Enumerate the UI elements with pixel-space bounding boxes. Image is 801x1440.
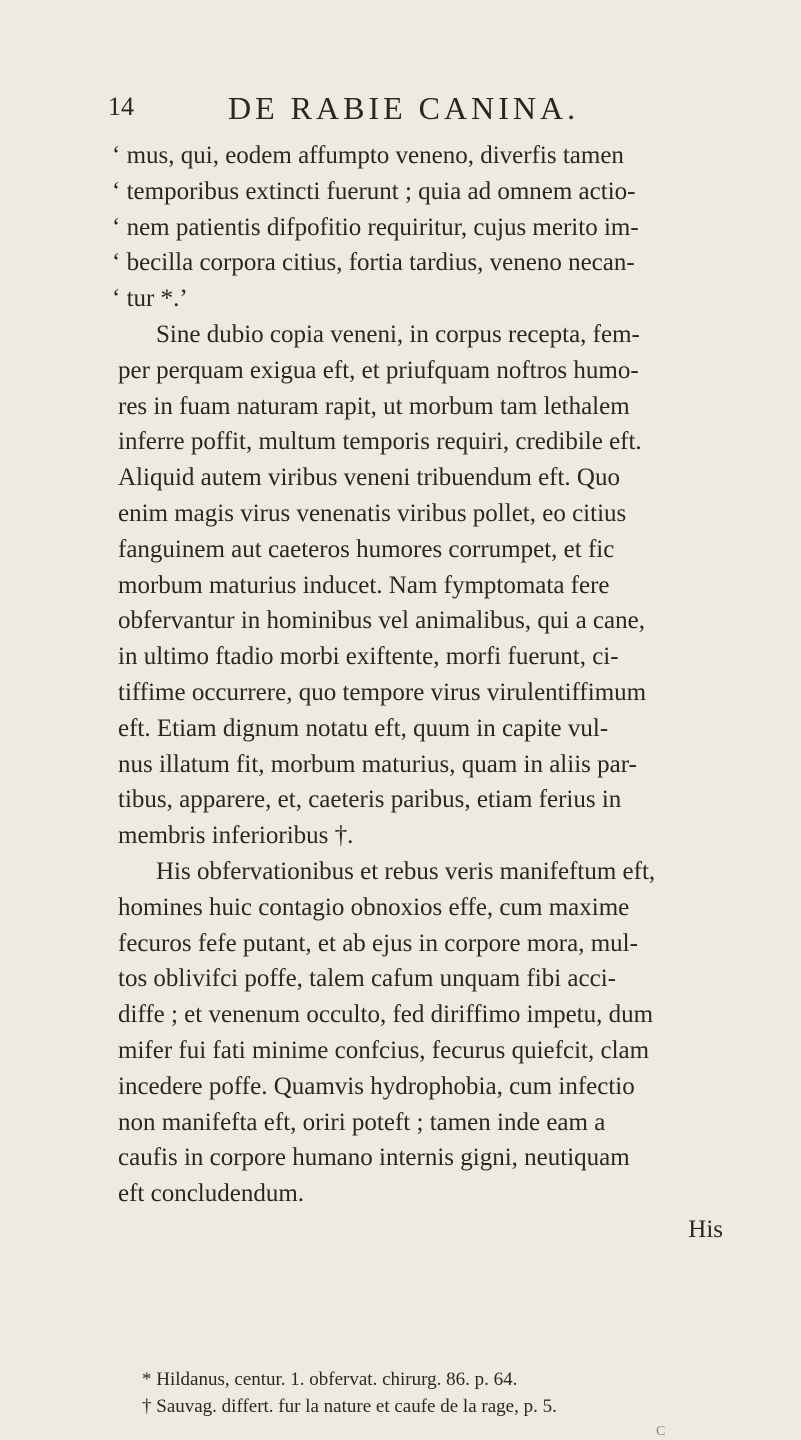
footnotes — [142, 1366, 722, 1420]
text-line: obfervantur in hominibus vel animalibus, qui a cane, — [118, 607, 645, 635]
text-line: enim magis virus venenatis viribus pollet, eo citius — [118, 499, 627, 527]
text-line: eft. Etiam dignum notatu eft, quum in capite vul- — [118, 714, 609, 742]
text-line: nus illatum fit, morbum maturius, quam in aliis par- — [118, 750, 637, 778]
body-text — [108, 138, 723, 1248]
text-line: mifer fui fati minime confcius, fecurus quiefcit, clam — [118, 1036, 650, 1064]
text-line: incedere poffe. Quamvis hydrophobia, cum infectio — [118, 1072, 635, 1100]
text-line: diffe ; et venenum occulto, fed diriffimo impetu, dum — [118, 1001, 654, 1029]
running-head: DE RABIE CANINA. — [228, 90, 580, 126]
text-line: fecuros fefe putant, et ab ejus in corpore mora, mul- — [118, 929, 638, 957]
page-number: 14 — [108, 92, 134, 121]
text-line: ‘ nem patientis difpofitio requiritur, cujus merito im- — [112, 213, 639, 241]
text-line: tiffime occurrere, quo tempore virus virulentiffimum — [118, 678, 647, 706]
text-line: ‘ tur *.’ — [112, 285, 188, 313]
text-line: homines huic contagio obnoxios effe, cum maxime — [118, 893, 630, 921]
text-line: in ultimo ftadio morbi exiftente, morfi fuerunt, ci- — [118, 643, 619, 671]
text-line: non manifefta eft, oriri poteft ; tamen inde eam a — [118, 1108, 606, 1136]
catchword: His — [688, 1215, 723, 1243]
text-line: His obfervationibus et rebus veris manifeftum eft, — [156, 857, 656, 885]
text-line: morbum maturius inducet. Nam fymptomata fere — [118, 571, 610, 599]
text-line: ‘ mus, qui, eodem affumpto veneno, diverfis tamen — [112, 142, 624, 169]
footnote: † Sauvag. differt. fur la nature et caufe de la rage, p. 5. — [142, 1396, 557, 1417]
text-line: tos oblivifci poffe, talem cafum unquam fibi acci- — [118, 965, 616, 993]
text-line: eft concludendum. — [118, 1180, 305, 1208]
text-line: per perquam exigua eft, et priufquam noftros humo- — [118, 356, 639, 384]
signature-mark: C — [656, 1424, 666, 1439]
text-line: res in fuam naturam rapit, ut morbum tam lethalem — [118, 392, 630, 420]
text-line: inferre poffit, multum temporis requiri, credibile eft. — [118, 428, 642, 456]
text-line: Aliquid autem viribus veneni tribuendum eft. Quo — [118, 464, 620, 492]
footnote: * Hildanus, centur. 1. obfervat. chirurg. 86. p. 64. — [142, 1369, 518, 1390]
text-line: ‘ temporibus extincti fuerunt ; quia ad omnem actio- — [112, 177, 636, 205]
text-line: Sine dubio copia veneni, in corpus recepta, fem- — [156, 320, 640, 348]
text-line: fanguinem aut caeteros humores corrumpet, et fic — [118, 535, 615, 563]
text-line: membris inferioribus †. — [118, 822, 354, 850]
text-line: ‘ becilla corpora citius, fortia tardius, veneno necan- — [112, 249, 635, 277]
page-header — [108, 92, 708, 132]
text-line: caufis in corpore humano internis gigni, neutiquam — [118, 1144, 630, 1172]
text-line: tibus, apparere, et, caeteris paribus, etiam ferius in — [118, 786, 622, 814]
